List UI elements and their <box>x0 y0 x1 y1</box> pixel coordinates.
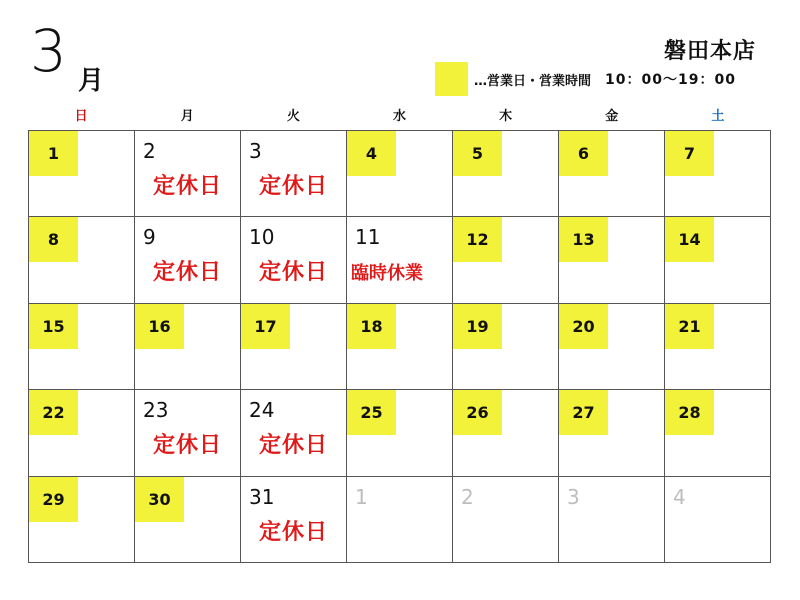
month-number: 3 <box>30 17 67 85</box>
calendar-day-cell <box>559 390 665 476</box>
regular-holiday-label: 定休日 <box>152 433 222 459</box>
month-heading <box>30 17 105 96</box>
weekday-label: 日 <box>74 109 88 124</box>
calendar-day-cell <box>29 477 135 563</box>
business-hours: 10：00〜19：00 <box>605 72 736 88</box>
closed-day-number: 9 <box>143 225 156 250</box>
next-month-day-number: 1 <box>355 484 368 509</box>
calendar-day-cell <box>347 390 453 476</box>
open-day-number: 26 <box>453 390 502 435</box>
calendar-day-cell <box>453 217 559 303</box>
regular-holiday-label: 定休日 <box>152 174 222 199</box>
open-day-number: 5 <box>453 131 502 176</box>
open-day-number: 1 <box>29 131 78 176</box>
closed-day-number: 11 <box>355 225 381 250</box>
open-day-number: 29 <box>29 477 78 522</box>
calendar-day-cell <box>665 131 771 217</box>
calendar-day-cell <box>241 304 347 390</box>
open-day-number: 17 <box>241 304 290 349</box>
calendar-day-cell <box>135 304 241 390</box>
calendar-day-cell <box>559 217 665 303</box>
calendar-day-cell <box>347 304 453 390</box>
open-day-number: 19 <box>453 304 502 349</box>
closed-day-number: 31 <box>249 484 275 509</box>
calendar-day-cell <box>347 477 453 563</box>
next-month-day-number: 3 <box>567 484 580 509</box>
store-name: 磐田本店 <box>663 39 756 64</box>
calendar-day-cell <box>453 131 559 217</box>
calendar-day-cell <box>453 304 559 390</box>
regular-holiday-label: 定休日 <box>258 433 328 459</box>
calendar-day-cell <box>135 477 241 563</box>
weekday-label: 月 <box>180 109 194 124</box>
weekday-label: 水 <box>392 109 406 124</box>
calendar-day-cell <box>665 390 771 476</box>
open-day-number: 30 <box>135 477 184 522</box>
open-day-number: 4 <box>347 131 396 176</box>
calendar-day-cell <box>453 477 559 563</box>
open-day-number: 14 <box>665 217 714 262</box>
calendar-day-cell <box>29 131 135 217</box>
regular-holiday-label: 定休日 <box>258 260 328 286</box>
calendar-day-cell <box>29 304 135 390</box>
open-day-number: 13 <box>559 217 608 262</box>
closed-day-number: 23 <box>143 398 169 423</box>
regular-holiday-label: 定休日 <box>258 174 328 199</box>
calendar-day-cell <box>665 217 771 303</box>
closed-day-number: 2 <box>143 139 156 163</box>
regular-holiday-label: 定休日 <box>258 519 328 545</box>
open-day-number: 28 <box>665 390 714 435</box>
open-day-number: 15 <box>29 304 78 349</box>
calendar-day-cell <box>665 304 771 390</box>
legend <box>435 62 736 96</box>
open-day-number: 16 <box>135 304 184 349</box>
open-day-number: 21 <box>665 304 714 349</box>
calendar-day-cell <box>29 390 135 476</box>
next-month-day-number: 4 <box>673 484 686 509</box>
calendar-day-cell <box>453 390 559 476</box>
weekday-label: 木 <box>499 109 513 124</box>
open-day-number: 22 <box>29 390 78 435</box>
calendar-day-cell <box>665 477 771 563</box>
calendar-day-cell <box>135 131 241 217</box>
calendar-grid <box>28 130 771 563</box>
open-day-number: 27 <box>559 390 608 435</box>
open-day-number: 8 <box>29 217 78 262</box>
open-day-number: 7 <box>665 131 714 176</box>
next-month-day-number: 2 <box>461 484 474 509</box>
open-day-number: 20 <box>559 304 608 349</box>
month-unit: 月 <box>78 66 105 96</box>
legend-text: …営業日・営業時間 <box>474 73 592 89</box>
weekday-header <box>28 105 771 125</box>
calendar-day-cell <box>347 217 453 303</box>
calendar-day-cell <box>241 390 347 476</box>
calendar-day-cell <box>241 217 347 303</box>
calendar-day-cell <box>559 131 665 217</box>
closed-day-number: 24 <box>249 398 275 423</box>
calendar-day-cell <box>347 131 453 217</box>
closed-day-number: 10 <box>249 225 275 250</box>
weekday-label: 土 <box>711 109 725 124</box>
temporary-closure-label: 臨時休業 <box>351 263 423 285</box>
calendar-day-cell <box>29 217 135 303</box>
weekday-label: 金 <box>605 109 619 124</box>
open-day-number: 12 <box>453 217 502 262</box>
regular-holiday-label: 定休日 <box>152 260 222 286</box>
calendar-day-cell <box>559 304 665 390</box>
calendar-day-cell <box>135 217 241 303</box>
legend-swatch <box>435 62 468 96</box>
weekday-label: 火 <box>286 109 300 124</box>
open-day-number: 18 <box>347 304 396 349</box>
calendar-day-cell <box>559 477 665 563</box>
calendar-day-cell <box>135 390 241 476</box>
calendar-day-cell <box>241 131 347 217</box>
closed-day-number: 3 <box>249 139 262 163</box>
open-day-number: 6 <box>559 131 608 176</box>
open-day-number: 25 <box>347 390 396 435</box>
calendar-day-cell <box>241 477 347 563</box>
